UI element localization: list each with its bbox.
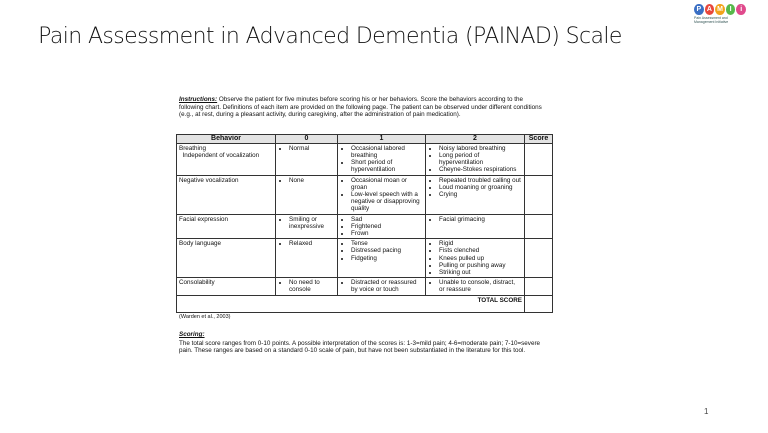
header-score-1: 1: [338, 134, 426, 143]
descriptor-list: [278, 145, 335, 152]
descriptor-list: [428, 216, 522, 223]
descriptor-list: [278, 177, 335, 184]
descriptor-list: [278, 279, 335, 293]
score-1-cell: [338, 239, 426, 278]
descriptor-item: • Tense: [351, 240, 423, 247]
descriptor-item: • Short period of hyperventilation: [351, 159, 423, 173]
score-entry-cell[interactable]: [525, 239, 553, 278]
logo-tagline: Pain Assessment and Management Initiative: [694, 16, 729, 24]
behavior-cell: Breathing Independent of vocalization: [177, 143, 276, 175]
descriptor-list: [428, 279, 522, 293]
descriptor-item: • Fists clenched: [439, 247, 522, 254]
table-row: [177, 143, 553, 175]
descriptor-item: • Sad: [351, 216, 423, 223]
descriptor-item: • Distracted or reassured by voice or touch: [351, 279, 423, 293]
table-row: [177, 278, 553, 295]
behavior-cell: Consolability: [177, 278, 276, 295]
total-score-label: TOTAL SCORE: [177, 295, 525, 312]
citation: (Warden et al., 2003): [179, 313, 231, 320]
total-row: [177, 295, 553, 312]
slide-title: Pain Assessment in Advanced Dementia (PAINAD) Scale: [38, 24, 622, 49]
scoring-label: Scoring:: [179, 331, 205, 339]
descriptor-item: • Unable to console, distract, or reassure: [439, 279, 522, 293]
descriptor-list: [428, 177, 522, 199]
descriptor-item: • Rigid: [439, 240, 522, 247]
table-body: [177, 143, 553, 312]
descriptor-list: [340, 279, 423, 293]
descriptor-list: [340, 240, 423, 262]
descriptor-list: [428, 145, 522, 174]
painmi-logo: [694, 4, 746, 28]
descriptor-item: • Noisy labored breathing: [439, 145, 522, 152]
instructions-text: Observe the patient for five minutes before scoring his or her behaviors. Score the behaviors according to the following chart. Definitions of each item are provided on the following page. The patient can be observed under different conditions (e.g., at rest, during a pleasant activity, during caregiving, after the administration of pain medication).: [179, 96, 542, 119]
descriptor-item: • Frightened: [351, 223, 423, 230]
score-entry-cell[interactable]: [525, 214, 553, 239]
score-0-cell: [276, 239, 338, 278]
behavior-cell: Body language: [177, 239, 276, 278]
logo-letter: i: [736, 4, 746, 15]
score-entry-cell[interactable]: [525, 278, 553, 295]
score-1-cell: [338, 143, 426, 175]
score-0-cell: [276, 175, 338, 214]
descriptor-item: • Loud moaning or groaning: [439, 184, 522, 191]
score-0-cell: [276, 278, 338, 295]
descriptor-item: • Striking out: [439, 269, 522, 276]
descriptor-list: [340, 216, 423, 238]
descriptor-item: • Occasional moan or groan: [351, 177, 423, 191]
score-2-cell: [426, 143, 525, 175]
descriptor-list: [278, 216, 335, 230]
logo-letters: [694, 4, 746, 15]
table-row: [177, 214, 553, 239]
header-score-0: 0: [276, 134, 338, 143]
descriptor-item: • Pulling or pushing away: [439, 262, 522, 269]
descriptor-item: • Smiling or inexpressive: [289, 216, 335, 230]
page-number: 1: [704, 407, 709, 416]
descriptor-list: [340, 177, 423, 213]
descriptor-item: • No need to console: [289, 279, 335, 293]
painad-table: [176, 134, 553, 313]
logo-letter: P: [694, 4, 704, 15]
score-1-cell: [338, 278, 426, 295]
table-row: [177, 175, 553, 214]
descriptor-item: • Low-level speech with a negative or disapproving quality: [351, 191, 423, 213]
logo-letter: I: [726, 4, 736, 15]
score-2-cell: [426, 278, 525, 295]
behavior-cell: Facial expression: [177, 214, 276, 239]
header-score-2: 2: [426, 134, 525, 143]
score-entry-cell[interactable]: [525, 175, 553, 214]
scoring-text: The total score ranges from 0-10 points. A possible interpretation of the scores is: 1-3=mild pain; 4-6=moderate pain; 7-10=severe pain. These ranges are based on a standard 0-10 scale of pain, but have not been substantiated in the literature for this tool.: [179, 339, 541, 355]
score-1-cell: [338, 175, 426, 214]
score-2-cell: [426, 214, 525, 239]
table-row: [177, 239, 553, 278]
behavior-cell: Negative vocalization: [177, 175, 276, 214]
header-score: Score: [525, 134, 553, 143]
descriptor-item: • Knees pulled up: [439, 255, 522, 262]
score-2-cell: [426, 239, 525, 278]
painad-document: [176, 96, 552, 355]
descriptor-item: • Normal: [289, 145, 335, 152]
score-entry-cell[interactable]: [525, 143, 553, 175]
descriptor-list: [428, 240, 522, 276]
descriptor-item: • None: [289, 177, 335, 184]
score-0-cell: [276, 214, 338, 239]
descriptor-item: • Fidgeting: [351, 255, 423, 262]
score-1-cell: [338, 214, 426, 239]
score-2-cell: [426, 175, 525, 214]
header-behavior: Behavior: [177, 134, 276, 143]
descriptor-list: [278, 240, 335, 247]
descriptor-item: • Facial grimacing: [439, 216, 522, 223]
descriptor-item: • Cheyne-Stokes respirations: [439, 166, 522, 173]
logo-letter: M: [717, 6, 723, 13]
instructions-label: Instructions:: [179, 96, 218, 103]
table-header-row: [177, 134, 553, 143]
logo-letter: A: [705, 4, 715, 15]
instructions-paragraph: [179, 96, 547, 119]
descriptor-item: • Relaxed: [289, 240, 335, 247]
scoring-heading: [179, 331, 552, 339]
descriptor-item: • Repeated troubled calling out: [439, 177, 522, 184]
descriptor-item: • Crying: [439, 191, 522, 198]
descriptor-item: • Long period of hyperventilation: [439, 152, 522, 166]
descriptor-item: • Frown: [351, 230, 423, 237]
descriptor-item: • Occasional labored breathing: [351, 145, 423, 159]
total-score-cell[interactable]: [525, 295, 553, 312]
descriptor-list: [340, 145, 423, 174]
score-0-cell: [276, 143, 338, 175]
descriptor-item: • Distressed pacing: [351, 247, 423, 254]
